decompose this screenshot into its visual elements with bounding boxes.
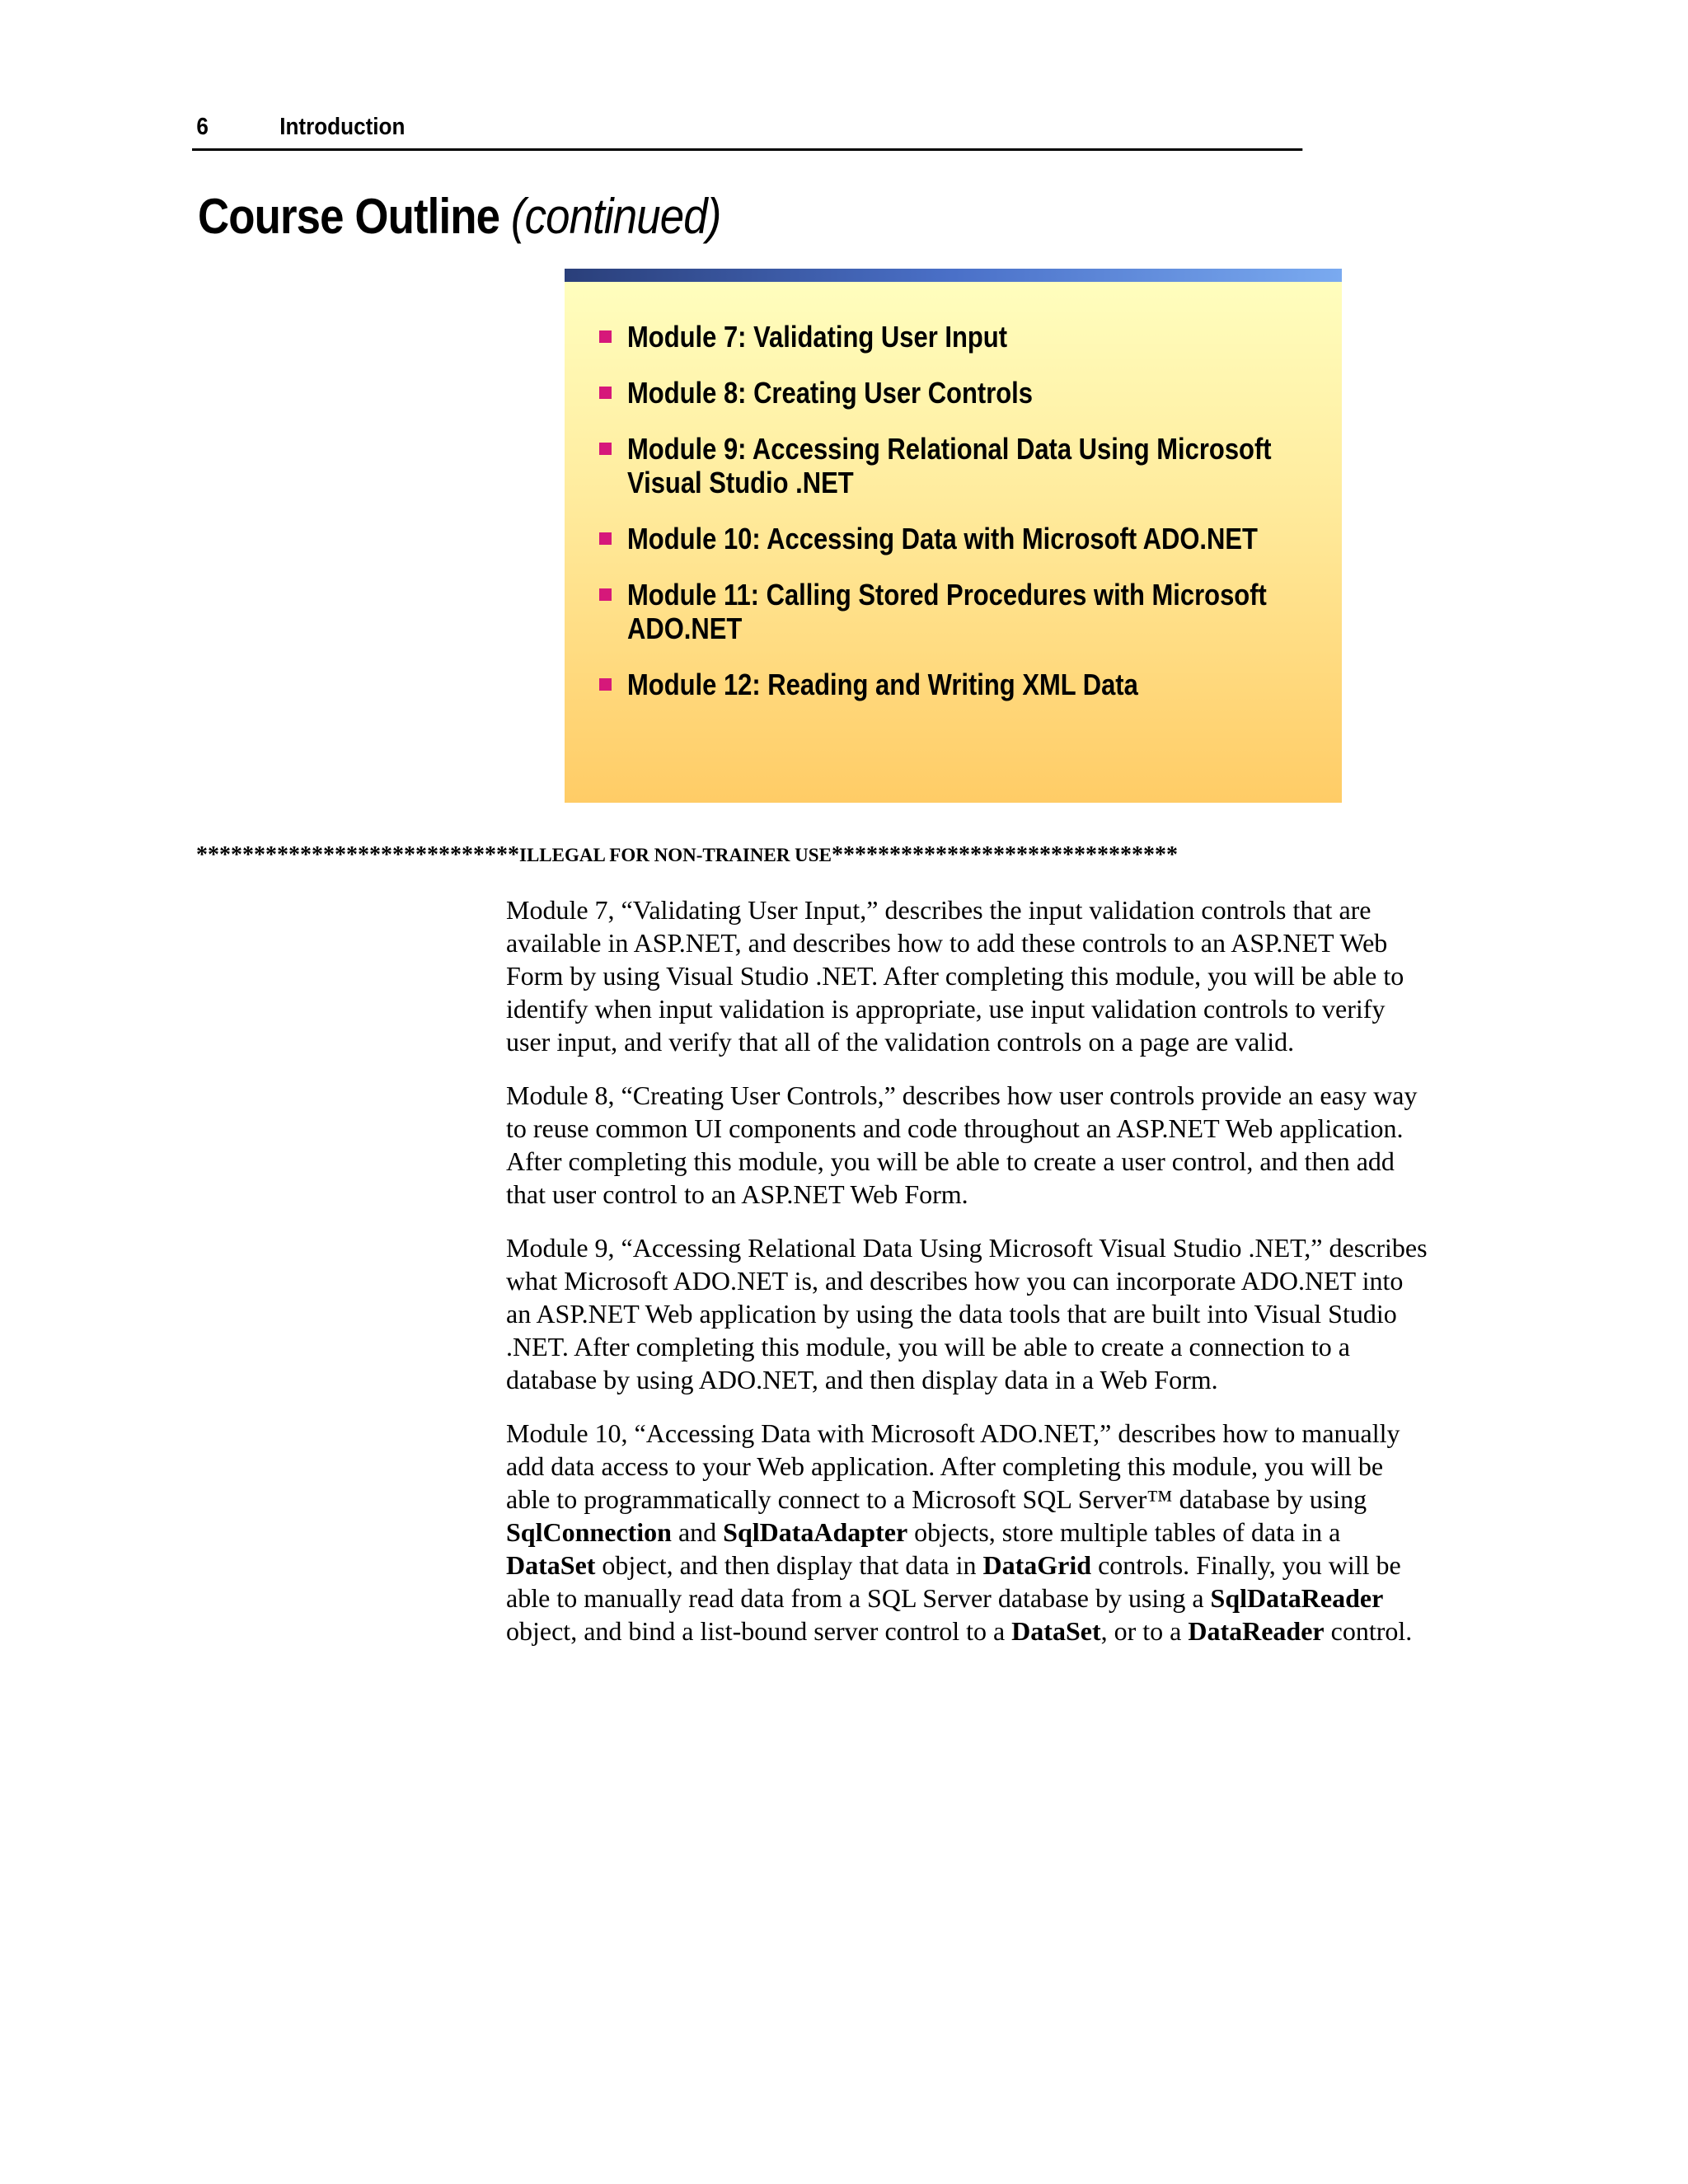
- slide-title-bar: [565, 269, 1342, 282]
- square-bullet-icon: [599, 532, 612, 545]
- title-main: Course Outline: [198, 189, 500, 244]
- slide-panel: [565, 269, 1342, 803]
- module-list: [598, 320, 1315, 724]
- module-list-item: [598, 320, 1315, 354]
- module-list-item: [598, 522, 1315, 555]
- module-label: Module 7: Validating User Input: [627, 320, 1008, 354]
- paragraph-module-7: Module 7, “Validating User Input,” describes the input validation controls that are available in ASP.NET, and describes how to add these controls to an ASP.NET Web Form by using Visual Studio .NET. After completing this module, you will be able to identify when input validation is appropriate, use input validation controls to verify user input, and verify that all of the validation controls on a page are valid.: [506, 895, 1404, 1057]
- module-list-item: [598, 432, 1315, 499]
- square-bullet-icon: [599, 330, 612, 343]
- term-sqlconnection: SqlConnection: [506, 1517, 672, 1547]
- module-descriptions: [506, 893, 1429, 1668]
- module-label: Module 8: Creating User Controls: [627, 376, 1033, 410]
- warning-label: ILLEGAL FOR NON-TRAINER USE: [519, 845, 832, 865]
- text-run: , or to a: [1100, 1616, 1189, 1646]
- text-run: object, and then display that data in: [595, 1550, 983, 1580]
- term-sqldatareader: SqlDataReader: [1210, 1583, 1384, 1613]
- text-run: control.: [1324, 1616, 1413, 1646]
- term-datagrid: DataGrid: [982, 1550, 1092, 1580]
- term-datareader: DataReader: [1188, 1616, 1325, 1646]
- term-dataset: DataSet: [1011, 1616, 1101, 1646]
- text-run: objects, store multiple tables of data in a: [907, 1517, 1341, 1547]
- paragraph-module-9: Module 9, “Accessing Relational Data Using Microsoft Visual Studio .NET,” describes what Microsoft ADO.NET is, and describes how you can incorporate ADO.NET into an ASP.NET Web application by using the data tools that are built into Visual Studio .NET. After completing this module, you will be able to create a connection to a database by using ADO.NET, and then display data in a Web Form.: [506, 1233, 1428, 1394]
- square-bullet-icon: [599, 678, 612, 691]
- module-label: Module 9: Accessing Relational Data Using Microsoft Visual Studio .NET: [627, 432, 1272, 499]
- module-list-item: [598, 578, 1315, 645]
- module-list-item: [598, 376, 1315, 410]
- square-bullet-icon: [599, 387, 612, 399]
- page-header: [192, 110, 1302, 151]
- page-title: [198, 188, 720, 245]
- page-number: 6: [196, 114, 209, 140]
- trainer-use-warning: [196, 842, 1424, 869]
- square-bullet-icon: [599, 588, 612, 601]
- text-run: controls. Finally, you will be able to manually read data from a SQL Server database by using a: [506, 1550, 1401, 1613]
- term-sqldataadapter: SqlDataAdapter: [723, 1517, 908, 1547]
- module-label: Module 12: Reading and Writing XML Data: [627, 668, 1138, 701]
- warning-stars-left: ****************************: [196, 842, 519, 868]
- section-title: Introduction: [279, 114, 406, 140]
- term-dataset: DataSet: [506, 1550, 596, 1580]
- module-label: Module 10: Accessing Data with Microsoft ADO.NET: [627, 522, 1258, 555]
- text-run: and: [671, 1517, 724, 1547]
- module-list-item: [598, 668, 1315, 701]
- module-label: Module 11: Calling Stored Procedures with Microsoft ADO.NET: [627, 578, 1267, 645]
- text-run: object, and bind a list-bound server control to a: [506, 1616, 1012, 1646]
- square-bullet-icon: [599, 443, 612, 455]
- title-suffix: (continued): [510, 189, 721, 244]
- text-run: Module 10, “Accessing Data with Microsoft ADO.NET,” describes how to manually add data access to your Web application. After completing this module, you will be able to programmatically connect to a Microsoft SQL Server™ database by using: [506, 1418, 1400, 1514]
- paragraph-module-8: Module 8, “Creating User Controls,” describes how user controls provide an easy way to reuse common UI components and code throughout an ASP.NET Web application. After completing this module, you will be able to create a user control, and then add that user control to an ASP.NET Web Form.: [506, 1080, 1418, 1209]
- warning-stars-right: ******************************: [831, 842, 1178, 868]
- paragraph-module-10: [506, 1417, 1429, 1647]
